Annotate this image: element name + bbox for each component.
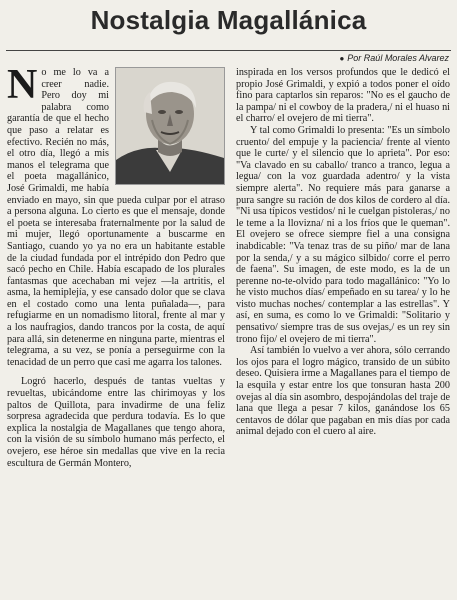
article-paragraph: inspirada en los versos profundos que le dedicó el propio José Grimaldi, y expió a todos poner el oído fino para captarlos sin reparos: "No es el gaucho de la pampa/ ni el cowboy de la pradera,/ ni el huaso ni el charro/ el ovejero de mi tierra". (236, 67, 450, 125)
paragraph-gap (7, 368, 225, 376)
byline-divider (6, 50, 451, 51)
column-right (236, 67, 450, 597)
article-title: Nostalgia Magallánica (90, 5, 367, 35)
column-left (7, 67, 225, 597)
bullet-icon: ● (339, 54, 345, 63)
article-paragraph: Logró hacerlo, después de tantas vueltas y revueltas, ubicándome entre las chirimoyas y los paltos de Quillota, para invadirme de una feliz sorpresa agradecida que perdura todavía. Es lo que explica la nostalgia de Magallanes que tengo ahora, con la visión de su símbolo humano más perfecto, el ovejero, ese héroe sin medallas que vive en la recia escultura de Germán Montero, (7, 376, 225, 469)
author-portrait-image (116, 68, 224, 184)
article-paragraph: Así también lo vuelvo a ver ahora, sólo cerrando los ojos para el logro mágico, transido de un súbito deseo. Quisiera irme a Magallanes para el tiempo de la esquila y estar entre los que tonsuran hasta 200 ovejas al día sin asombro, despojándolas del traje de lana que llega a pesar 7 kilos, ganándose los 65 centavos de dólar que pagaban en mis días por cada animal dejado con el cuero al aire. (236, 345, 450, 438)
byline-text: Por Raúl Morales Alvarez (347, 53, 449, 63)
paragraph-text: o me lo va a creer nadie. Pero doy mi palabra como garantía de que el hecho que paso a relatar es efectivo. Recién no más, el otro día, llegó a mis manos el telegrama que el poeta magallánico, José Grimaldi, me había enviado en mayo, sin que pueda culpar por el atraso a persona alguna. Lo cierto es que el mensaje, donde el poeta se interesaba fraternalmente por la salud de mi mujer, llegó oportunamente a buscarme en Santiago, cuando yo ya no era un habitante estable de la ciudad fundada por el intrépido don Pedro que sacó pecho en Chile. Había escapado de los plurales fantasmas que acechaban mi vejez —la artritis, el asma, la hemiplejía, y ese cansado dolor que se clava en el costado como una lenta puñalada—, para refugiarme en un nomadismo litoral, frente al mar y a los naufragios, dando trancos por la costa, de aquí para allá, sin detenerme en ninguna parte, mientras el telegrama, a su vez, se ponía a perseguirme con la tenacidad de un perro que casi me agarra los talones. (7, 67, 225, 368)
drop-cap: N (7, 67, 38, 108)
author-photo (115, 67, 225, 185)
article-paragraph: Y tal como Grimaldi lo presenta: "Es un símbolo cruento/ del empuje y la paciencia/ frente al viento que le curte/ y el silencio que lo aprieta". Por eso: "Va clavado en su caballo/ tranco a tranco, legua a legua/ con la voz guardada adentro/ y la vista siempre alerta". No requiere más para ganarse a pura sangre su ración de dos kilos de cordero al día. "Ni usa típicos vestidos/ ni le cuelgan pistoleras,/ no le teme a la llovizna/ ni a los fríos que le queman". El ovejero se ofrece siempre fiel a una consigna inabdicable: "Va tenaz tras de su piño/ mar de lana por la senda,/ y a su mágico silbido/ corre el perro de faena". Su imagen, de este modo, es la de un perenne no-te-olvido para todo magallánico: "Yo lo he visto muchos días/ empeñado en su tarea/ y lo he visto muchas noches/ contemplar a las estrellas". Y así, en suma, es como lo ve Grimaldi: "Solitario y pensativo/ siempre tras de sus ovejas,/ es un rey sin trono fijo/ el ovejero de mi tierra". (236, 124, 450, 345)
byline (339, 53, 449, 63)
